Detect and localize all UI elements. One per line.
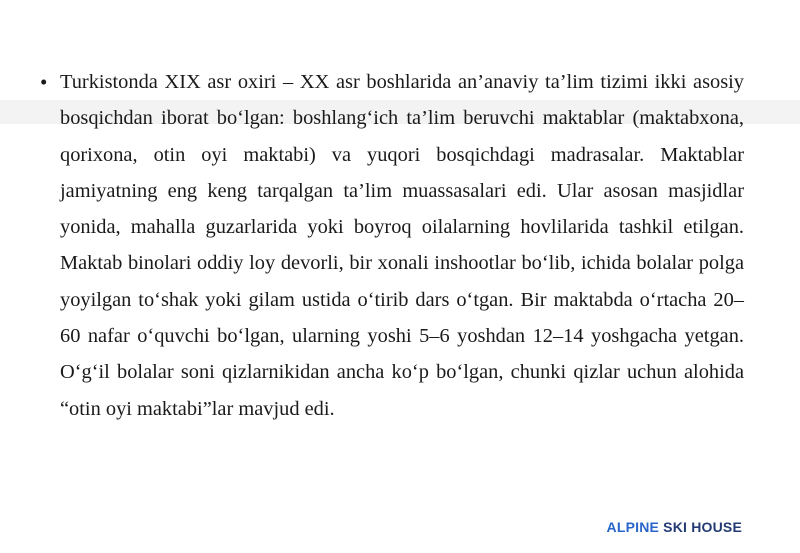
bullet-paragraph: Turkistonda XIX asr oxiri – XX asr boshlarida an’anaviy ta’lim tizimi ikki asosiy bosqichdan iborat bo‘lgan: boshlang‘ich ta’lim beruvchi maktablar (maktabxona, qorixona, otin oyi maktabi) va yuqori bosqichdagi madrasalar. Maktablar jamiyatning eng keng tarqalgan ta’lim muassasalari edi. Ular asosan masjidlar yonida, mahalla guzarlarida yoki boyroq oilalarning hovlilarida tashkil etilgan. Maktab binolari oddiy loy devorli, bir xonali inshootlar bo‘lib, ichida bolalar polga yoyilgan to‘shak yoki gilam ustida o‘tirib dars o‘tgan. Bir maktabda o‘rtacha 20–60 nafar o‘quvchi bo‘lgan, ularning yoshi 5–6 yoshdan 12–14 yoshgacha yetgan. O‘g‘il bolalar soni qizlarnikidan ancha ko‘p bo‘lgan, chunki qizlar uchun alohida “otin oyi maktabi”lar mavjud edi.: [60, 71, 744, 420]
bullet-item: [40, 64, 744, 427]
alpine-ski-house-logo: [607, 519, 742, 535]
slide-content: [40, 64, 744, 427]
logo-word-alpine: ALPINE: [606, 519, 660, 535]
bullet-symbol: •: [40, 70, 48, 94]
logo-word-ski-house: SKI HOUSE: [663, 519, 742, 535]
